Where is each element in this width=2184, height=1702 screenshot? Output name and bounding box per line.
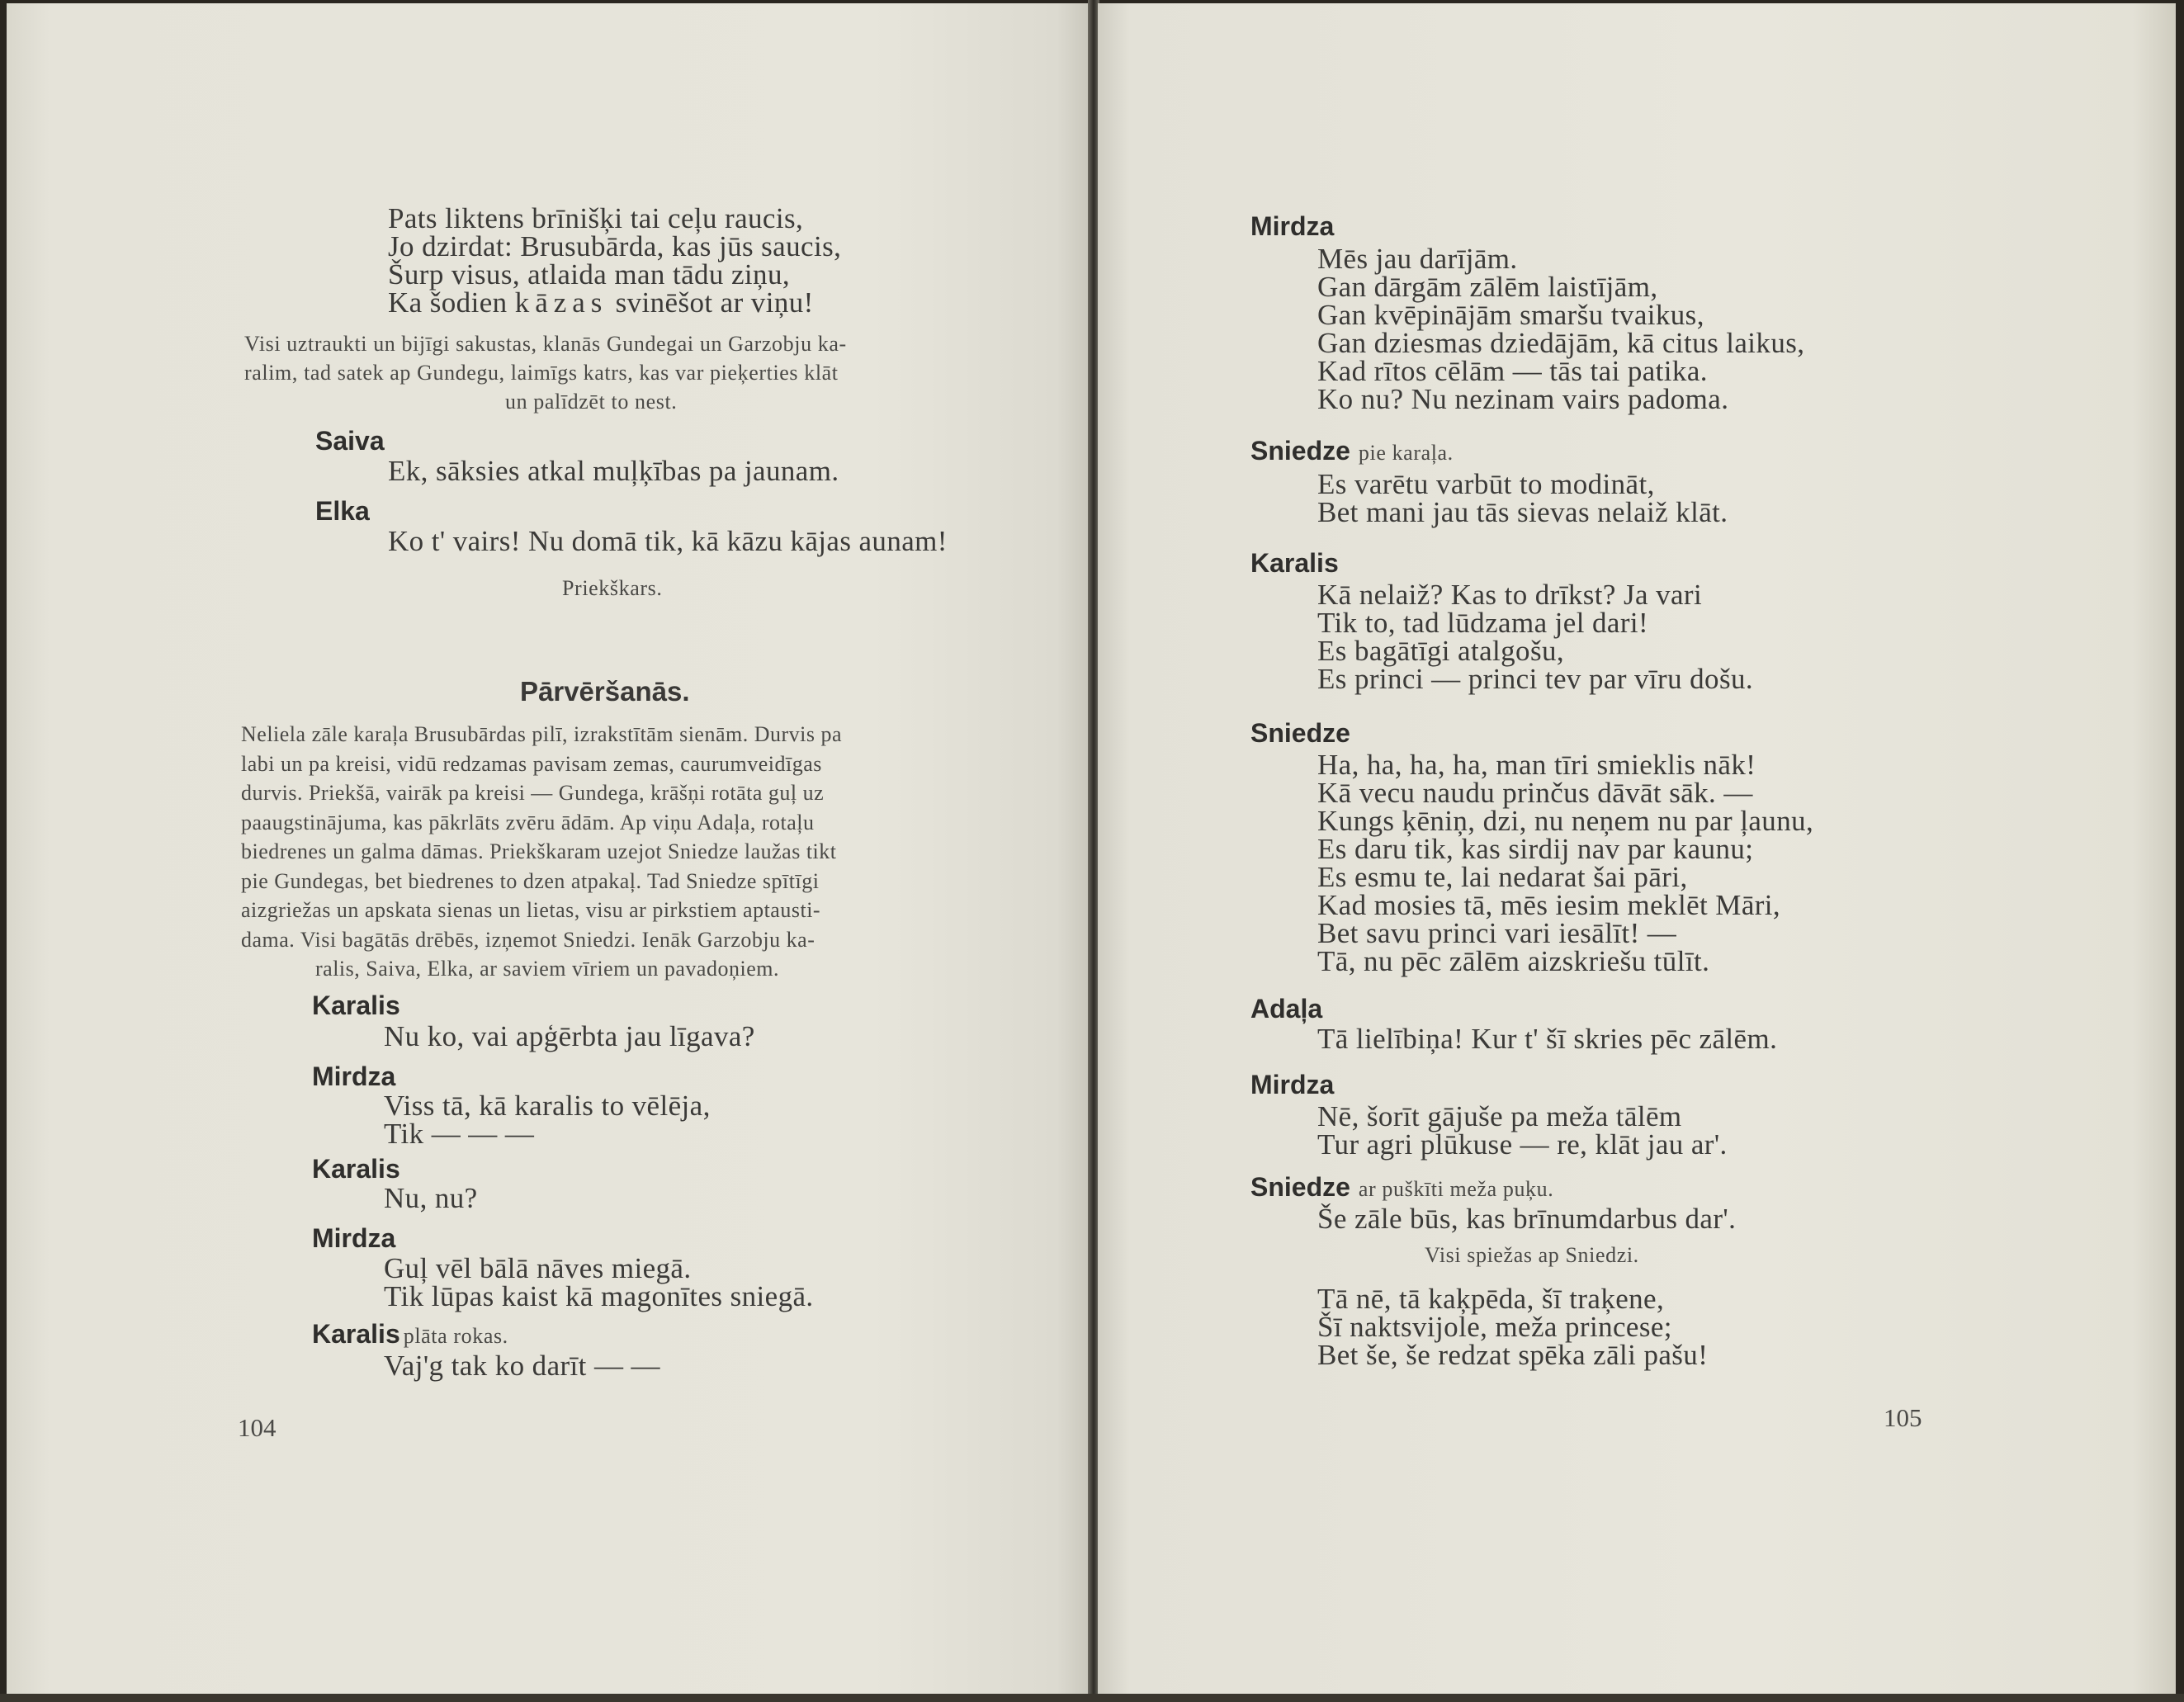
verse-line: Pats liktens brīnišķi tai ceļu raucis, bbox=[388, 202, 804, 234]
verse-line: Es varētu varbūt to modināt, bbox=[1317, 468, 1655, 500]
verse-line bbox=[388, 286, 814, 319]
stage-direction: pie karaļa. bbox=[1358, 441, 1454, 465]
verse-line: Tā nē, tā kaķpēda, šī traķene, bbox=[1317, 1283, 1665, 1315]
speaker-line bbox=[1250, 436, 1454, 466]
speaker-name: Elka bbox=[315, 496, 370, 526]
verse-line: Tik to, tad lūdzama jel dari! bbox=[1317, 607, 1649, 639]
verse-line: Ko t' vairs! Nu domā tik, kā kāzu kājas aunam! bbox=[388, 525, 948, 557]
stage-direction: ar puškīti meža puķu. bbox=[1358, 1177, 1554, 1201]
speaker-name: Karalis bbox=[312, 1154, 400, 1184]
verse-line: Jo dzirdat: Brusubārda, kas jūs saucis, bbox=[388, 230, 842, 262]
verse-line: Šurp visus, atlaida man tādu ziņu, bbox=[388, 258, 790, 291]
verse-line: Nē, šorīt gājuše pa meža tālēm bbox=[1317, 1100, 1682, 1132]
verse-line: Tik — — — bbox=[384, 1118, 535, 1150]
verse-line: Gan dārgām zālēm laistījām, bbox=[1317, 271, 1658, 303]
speaker-line bbox=[1250, 994, 1322, 1024]
speaker-name: Mirdza bbox=[312, 1223, 396, 1253]
verse-line: Kungs ķēniņ, dzi, nu neņem nu par ļaunu, bbox=[1317, 805, 1814, 837]
verse-line: Šī naktsvijole, meža princese; bbox=[1317, 1311, 1672, 1343]
speaker-line bbox=[1250, 548, 1339, 579]
verse-line: Nu ko, vai apģērbta jau līgava? bbox=[384, 1020, 755, 1052]
verse-line: Kad rītos cēlām — tās tai patika. bbox=[1317, 355, 1708, 387]
scene-description: Neliela zāle karaļa Brusubārdas pilī, izrakstītām sienām. Durvis pa labi un pa kreisi, vidū redzamas pavisam zemas, caurumveidīgas durvis. Priekšā, vairāk pa kreisi — Gundega, krāšņi rotāta guļ uz paaugstinājuma, kas pākrlāts zvēru ādām. Ap viņu Adaļa, rotaļu biedrenes un galma dāmas. Priekškaram uzejot Sniedze laužas tikt pie Gundegas, bet biedrenes to dzen atpakaļ. Tad Sniedze spītīgi aizgriežas un apskata sienas un lietas, visu ar pirkstiem aptausti- dama. Visi bagātās drēbēs, izņemot Sniedzi. Ienāk Garzobju ka- ralis, Saiva, Elka, ar saviem vīriem un pavadoņiem. bbox=[241, 722, 843, 981]
speaker-name: Karalis bbox=[1250, 548, 1339, 578]
stage-direction: Visi uztraukti un bijīgi sakustas, klanās Gundegai un Garzobju ka- bbox=[244, 332, 847, 356]
verse-line: Tā lielībiņa! Kur t' šī skries pēc zālēm. bbox=[1317, 1023, 1778, 1055]
scene-title: Pārvēršanās. bbox=[520, 676, 690, 707]
verse-line: Kad mosies tā, mēs iesim meklēt Māri, bbox=[1317, 889, 1781, 921]
left-page bbox=[7, 3, 1090, 1695]
verse-line: Es bagātīgi atalgošu, bbox=[1317, 635, 1565, 667]
verse-line: Gan kvēpinājām smaršu tvaikus, bbox=[1317, 299, 1704, 331]
verse-emphasis: kāzas bbox=[514, 286, 608, 319]
speaker-line bbox=[312, 1319, 508, 1350]
speaker-line bbox=[1250, 1070, 1334, 1100]
verse-line: Tur agri plūkuse — re, klāt jau ar'. bbox=[1317, 1128, 1728, 1161]
verse-line: Kā nelaiž? Kas to drīkst? Ja vari bbox=[1317, 579, 1703, 611]
verse-line: Bet mani jau tās sievas nelaiž klāt. bbox=[1317, 496, 1728, 528]
stage-direction: un palīdzēt to nest. bbox=[505, 390, 678, 414]
speaker-name: Adaļa bbox=[1250, 994, 1323, 1024]
verse-line: Viss tā, kā karalis to vēlēja, bbox=[384, 1090, 711, 1122]
speaker-name: Mirdza bbox=[1250, 1070, 1335, 1099]
verse-line: Vaj'g tak ko darīt — — bbox=[384, 1350, 660, 1382]
verse-line: Še zāle būs, kas brīnumdarbus dar'. bbox=[1317, 1203, 1737, 1235]
stage-direction: plāta rokas. bbox=[403, 1324, 508, 1348]
verse-line: Kā vecu naudu prinčus dāvāt sāk. — bbox=[1317, 777, 1753, 809]
verse-line: Es daru tik, kas sirdij nav par kaunu; bbox=[1317, 833, 1754, 865]
right-page bbox=[1098, 3, 2176, 1695]
speaker-name: Sniedze bbox=[1250, 718, 1350, 748]
verse-line: Mēs jau darījām. bbox=[1317, 243, 1518, 275]
speaker-name: Mirdza bbox=[1250, 211, 1335, 241]
verse-line: Ha, ha, ha, ha, man tīri smieklis nāk! bbox=[1317, 749, 1756, 781]
page-number: 104 bbox=[238, 1413, 277, 1442]
page-edge bbox=[0, 1694, 2184, 1702]
speaker-line bbox=[1250, 211, 1334, 242]
curtain-direction: Priekškars. bbox=[562, 576, 663, 600]
page-number: 105 bbox=[1884, 1403, 1922, 1432]
speaker-name: Karalis bbox=[312, 990, 400, 1020]
verse-line: Tā, nu pēc zālēm aizskriešu tūlīt. bbox=[1317, 945, 1710, 977]
speaker-name: Karalis bbox=[312, 1319, 400, 1349]
stage-direction: ralim, tad satek ap Gundegu, laimīgs katrs, kas var pieķerties klāt bbox=[244, 361, 839, 385]
verse-line: Gan dziesmas dziedājām, kā citus laikus, bbox=[1317, 327, 1805, 359]
verse-line: Ek, sāksies atkal muļķības pa jaunam. bbox=[388, 455, 839, 487]
verse-line: Es esmu te, lai nedarat šai pāri, bbox=[1317, 861, 1688, 893]
verse-line: Bet še, še redzat spēka zāli pašu! bbox=[1317, 1339, 1709, 1371]
stage-direction: Visi spiežas ap Sniedzi. bbox=[1425, 1243, 1639, 1267]
verse-fragment: svinēšot ar viņu! bbox=[615, 286, 814, 319]
verse-line: Bet savu princi vari iesālīt! — bbox=[1317, 917, 1677, 949]
speaker-name: Mirdza bbox=[312, 1061, 396, 1091]
verse-line: Tik lūpas kaist kā magonītes sniegā. bbox=[384, 1280, 814, 1312]
verse-line: Es princi — princi tev par vīru došu. bbox=[1317, 663, 1754, 695]
speaker-line bbox=[1250, 1172, 1553, 1203]
verse-fragment: Ka šodien bbox=[388, 286, 508, 319]
verse-line: Guļ vēl bālā nāves miegā. bbox=[384, 1252, 692, 1284]
speaker-name: Sniedze bbox=[1250, 436, 1350, 466]
verse-line: Ko nu? Nu nezinam vairs padoma. bbox=[1317, 383, 1729, 415]
verse-line: Nu, nu? bbox=[384, 1182, 478, 1214]
speaker-line bbox=[1250, 718, 1350, 749]
speaker-name: Sniedze bbox=[1250, 1172, 1350, 1202]
speaker-name: Saiva bbox=[315, 426, 385, 456]
